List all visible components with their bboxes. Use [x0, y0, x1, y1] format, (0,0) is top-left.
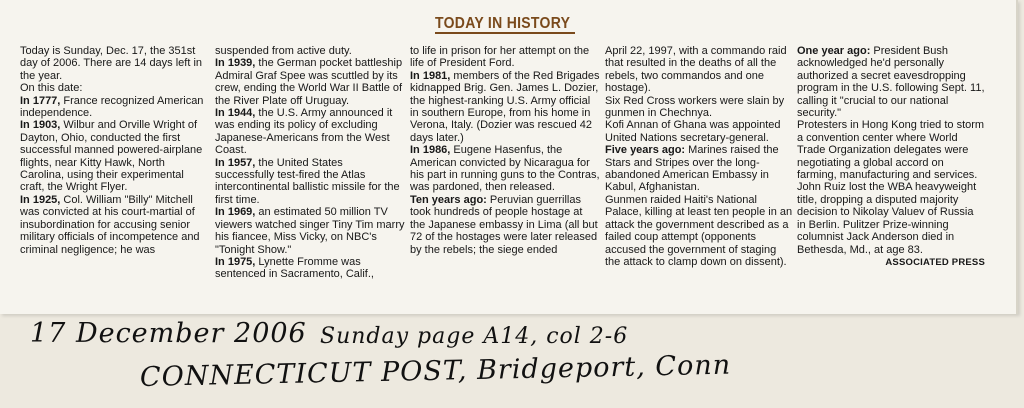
paragraph-lead: In 1777, [20, 94, 61, 107]
paragraph-text: Gunmen raided Haiti's National Palace, killing at least ten people in an attack the government described as a failed coup attempt (opponents accused the government of staging the attack to clamp down on dissent). [605, 193, 793, 268]
paragraph [20, 82, 208, 94]
paragraph [20, 95, 208, 120]
text-column-2 [215, 45, 405, 281]
paragraph-text: Today is Sunday, Dec. 17, the 351st day of 2006. There are 14 days left in the year. [20, 45, 203, 82]
paragraph-text: President Bush acknowledged he'd personally authorized a secret eavesdropping program in the U.S. following Sept. 11, calling it "crucial to our national security." [797, 45, 985, 120]
paragraph [20, 194, 208, 256]
paragraph [215, 107, 405, 157]
heading-underline [435, 32, 575, 34]
paragraph-lead: In 1939, [215, 57, 256, 70]
byline-credit: ASSOCIATED PRESS [885, 256, 985, 268]
paragraph [20, 119, 208, 193]
paragraph-text: On this date: [20, 82, 83, 95]
paragraph-lead: In 1981, [410, 69, 451, 82]
paragraph-text: Col. William "Billy" Mitchell was convicted at his court-martial of insubordination for accusing senior military officials of incompetence and criminal negligence; he was [20, 193, 200, 256]
text-column-3 [410, 45, 600, 256]
paragraph-text: Protesters in Hong Kong tried to storm a convention center where World Trade Organization delegates were negotiating a global accord on farming, manufacturing and services. [797, 119, 985, 182]
text-column-4 [605, 45, 793, 268]
paragraph-text: to life in prison for her attempt on the life of President Ford. [410, 45, 590, 70]
column-heading: TODAY IN HISTORY [435, 12, 571, 32]
paragraph [410, 45, 600, 70]
paragraph-lead: In 1957, [215, 156, 256, 169]
paragraph-lead: Ten years ago: [410, 193, 487, 206]
paragraph-text: Lynette Fromme was sentenced in Sacramento, Calif., [215, 255, 374, 281]
paragraph [797, 119, 985, 181]
paragraph [605, 194, 793, 268]
paragraph [605, 144, 793, 194]
paragraph-text: Peruvian guerrillas took hundreds of people hostage at the Japanese embassy in Lima (all but 72 of the hostages were later released by the rebels; the siege ended [410, 193, 598, 256]
paragraph-text: Marines raised the Stars and Stripes over the long-abandoned American Embassy in Kabul, Afghanistan. [605, 144, 779, 194]
paragraph [20, 45, 208, 82]
paragraph-lead: In 1903, [20, 119, 61, 132]
text-column-1 [20, 45, 208, 256]
paragraph-text: Kofi Annan of Ghana was appointed United Nations secretary-general. [605, 119, 781, 144]
paragraph-text: the United States successfully test-fired the Atlas intercontinental ballistic missile for the first time. [215, 156, 400, 206]
paragraph-lead: Five years ago: [605, 144, 686, 157]
paragraph-text: Six Red Cross workers were slain by gunmen in Chechnya. [605, 94, 785, 120]
paragraph [215, 45, 405, 57]
paragraph [797, 181, 985, 255]
paragraph-text: members of the Red Brigades kidnapped Brig. Gen. James L. Dozier, the highest-ranking U.S. Army official in southern Europe, from his home in Verona, Italy. (Dozier was rescued 42 days later.) [410, 69, 600, 144]
paragraph [215, 256, 405, 281]
paragraph-text: France recognized American independence. [20, 94, 204, 120]
paragraph [605, 119, 793, 144]
paragraph [410, 194, 600, 256]
paragraph-text: Wilbur and Orville Wright of Dayton, Ohio, conducted the first successful manned powered-airplane flights, near Kitty Hawk, North Carolina, using their experimental craft, the Wright Flyer. [20, 119, 203, 194]
paragraph-lead: In 1975, [215, 255, 256, 268]
paragraph-text: an estimated 50 million TV viewers watched singer Tiny Tim marry his fiancee, Miss Vicky, on NBC's "Tonight Show." [215, 206, 405, 256]
paragraph [215, 206, 405, 256]
paragraph-text: John Ruiz lost the WBA heavyweight title, dropping a disputed majority decision to Nikolay Valuev of Russia in Berlin. Pulitzer Prize-winning columnist Jack Anderson died in Bethesda, Md., at age 83. [797, 181, 977, 256]
paragraph [605, 95, 793, 120]
paragraph-lead: In 1986, [410, 144, 451, 157]
text-column-5 [797, 45, 985, 269]
handwritten-page-note: Sunday page A14, col 2-6 [320, 324, 629, 349]
paragraph-lead: In 1925, [20, 193, 61, 206]
paragraph [605, 45, 793, 95]
paragraph-text: the German pocket battleship Admiral Graf Spee was scuttled by its crew, ending the World War II Battle of the River Plate off Uruguay. [215, 57, 403, 107]
paragraph [797, 45, 985, 119]
paragraph-text: Eugene Hasenfus, the American convicted by Nicaragua for his part in running guns to the Contras, was pardoned, then released. [410, 144, 600, 194]
paragraph-lead: In 1944, [215, 107, 256, 120]
paragraph-lead: One year ago: [797, 45, 871, 57]
paragraph [215, 157, 405, 207]
paragraph [410, 144, 600, 194]
paragraph-text: suspended from active duty. [215, 45, 352, 57]
paragraph [215, 57, 405, 107]
paragraph [410, 70, 600, 144]
handwritten-date: 17 December 2006 [30, 318, 307, 349]
paragraph-text: April 22, 1997, with a commando raid that resulted in the deaths of all the rebels, two commandos and one hostage). [605, 45, 787, 95]
paragraph-text: the U.S. Army announced it was ending its policy of excluding Japanese-Americans from the West Coast. [215, 107, 393, 157]
handwritten-source: CONNECTICUT POST, Bridgeport, Conn [139, 349, 732, 393]
paragraph-lead: In 1969, [215, 206, 256, 219]
